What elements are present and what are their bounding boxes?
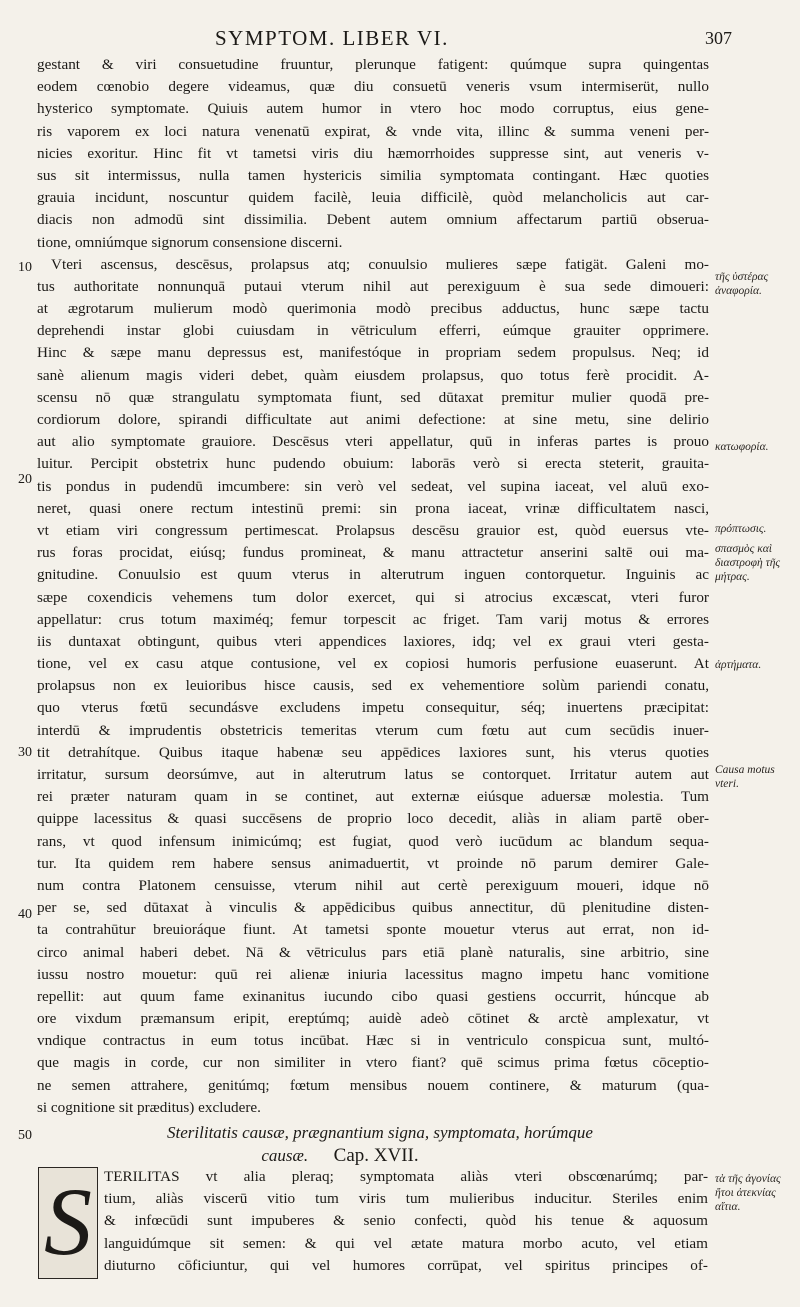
text-line: tus authoritate nonnunquā putaui vterum nihil aut perexiguum è sua sede dimoueri: xyxy=(37,277,709,295)
text-line: prolapsus non ex leuioribus hisce causis, sed ex vehementiore solùm pariendi conatu, xyxy=(37,677,709,695)
text-line: tione, vel ex casu atque contusione, vel ex copiosi humoris perfusione euaserunt. At xyxy=(37,655,709,673)
chapter-text-line: & infœcūdi sunt impuberes & senio confecti, quòd his tenue & aquosum xyxy=(104,1212,708,1230)
text-line: si cognitione sit præditus) excludere. xyxy=(37,1098,261,1116)
text-line: circo animal haberi debet. Nā & vētriculus pars etiā planè naturalis, sine arbitrio, sine xyxy=(37,943,709,961)
decorated-initial: S xyxy=(38,1167,98,1279)
margin-note-causa-motus: Causa motus vteri. xyxy=(715,764,775,790)
text-line: que magis in corde, cur non similiter in vtero fiant? quē scimus prima fœtus cōceptio- xyxy=(37,1054,709,1072)
text-line: nicies exoritur. Hinc fit vt tametsi viris diu hæmorrhoides suppresse sint, aut veneris v- xyxy=(37,144,709,162)
text-line: sanè alienum magis videri debet, quàm eiusdem prolapsus, quo totus ferè procidit. A- xyxy=(37,366,709,384)
text-line: rus foras procidat, eiúsq; fundus promineat, & manu attractetur anserini saltē oui ma- xyxy=(37,544,709,562)
text-line: deprehendi instar globi cuiusdam in vētriculum efferri, eúmque grauiter opprimere. xyxy=(37,322,709,340)
text-line: sæpe coxendicis vehemens tum dolor exercet, qui si atrocius excæscat, vteri furor xyxy=(37,588,709,606)
page-number: 307 xyxy=(705,28,732,48)
text-line: sus sit intermissus, nulla tamen hystericis similia symptomata contingant. Hæc quoties xyxy=(37,166,709,184)
text-line: tur. Ita quidem rem habere sensus animaduertit, vt proinde nō parum demirer Gale- xyxy=(37,854,709,872)
text-line: scensu nō quæ strangulatu symptomata fiunt, sed dūtaxat premitur mulier quodā pre- xyxy=(37,388,709,406)
text-line: tis pondus in pudendū imcumbere: sin verò vel sedeat, vel supina iaceat, vel aluū exo- xyxy=(37,477,709,495)
text-line: eodem cœnobio degere videamus, quæ diu consuetū veneris vsum intermiserüt, nullo xyxy=(37,78,709,96)
text-line: repellit: aut quum fame exinanitus iucundo cibo quasi gestiens occurrit, húncque ab xyxy=(37,987,709,1005)
text-line: per se, sed dūtaxat à vinculis & appēdicibus quibus annectitur, dū plenitudine disten- xyxy=(37,899,709,917)
chapter-text xyxy=(104,1166,708,1277)
running-head xyxy=(0,26,800,50)
chapter-text-line: diuturno cōficiuntur, qui vel humores corrūpat, vel spiritus principes of- xyxy=(104,1256,708,1274)
line-number-30: 30 xyxy=(18,745,32,760)
margin-note-descensus: κατωφορία. xyxy=(715,441,769,453)
text-line: num contra Platonem censuisse, vterum nihil aut certè perexiguum moueri, idque nō xyxy=(37,876,709,894)
text-line: tit detrahítque. Quibus itaque habenæ seu appēdices laxiores sunt, his vterus quoties xyxy=(37,743,709,761)
text-line: diacis non admodū sint dissimilia. Debent autem omnium affectarum partiū obserua- xyxy=(37,211,709,229)
text-line: ta contrahūtur breuioráque fiunt. At tametsi sponte mouetur vterus aut errat, non id- xyxy=(37,921,709,939)
margin-note-appendices: ἀρτήματα. xyxy=(715,659,762,671)
text-line: quippe lacessitus & quasi succēsens de proprio loco decedit, aliàs in aliam partē ober- xyxy=(37,810,709,828)
text-line: vt etiam viri congressum pertimescat. Prolapsus descēsu grauior est, quòd euersus vte- xyxy=(37,521,709,539)
margin-note-conuulsio: σπασμὸς καὶ διαστροφὴ τῆς μήτρας. xyxy=(715,543,781,583)
text-line: iussu nostro mouetur: quū rei alienæ iniuria lacessitus magno impetu hanc vomitione xyxy=(37,965,709,983)
chapter-heading-2 xyxy=(150,1145,530,1167)
chapter-text-line: TERILITAS vt alia pleraq; symptomata aliàs vteri obscœnarúmq; par- xyxy=(104,1168,708,1185)
text-line: appellatur: crus totum maximéq; femur torpescit ac friget. Tam varij motus & errores xyxy=(37,610,709,628)
text-line: interdū & imprudentis obstetricis temeritas vterum cum fœtu aut cum secūdis inuer- xyxy=(37,721,709,739)
text-line: irritatur, sursum deorsúmve, aut in alterutrum latus se contorquet. Irritatur autem aut xyxy=(37,766,709,783)
text-line: neret, quasi onere rectum intestinū premi: sin prona iaceat, vrinæ difficultatem nasci, xyxy=(37,499,709,517)
text-line: ris vaporem ex loci natura venenatū expirat, & vnde vita, illinc & summa veneni per- xyxy=(37,122,709,140)
line-number-40: 40 xyxy=(18,907,32,922)
chapter-label: Cap. XVII. xyxy=(333,1145,419,1166)
margin-note-ascensus: τῆς ὑστέρας ἀναφορία. xyxy=(715,271,769,297)
text-line: rans, vt quod infensum inimicúmq; est fugiat, quod verò iucūdum ac blandum sequa- xyxy=(37,832,709,850)
text-line: vndique contractus in eum totus incūbat. Hæc si in ventriculo conspicua sunt, multó- xyxy=(37,1032,709,1050)
text-line: ne semen attrahere, genitúmq; fœtum mensibus nouem continere, & maturum (qua- xyxy=(37,1076,709,1094)
line-number-50: 50 xyxy=(18,1128,32,1143)
text-line: Vteri ascensus, descēsus, prolapsus atq; conuulsio mulieres sæpe fatigät. Galeni mo- xyxy=(51,255,709,273)
text-line: quo vterus fœtū secundásve excludens impetu consequitur, séq; inuertens præcipitat: xyxy=(37,699,709,717)
text-line: iis duntaxat obtingunt, quibus vteri appendices laxiores, idq; vel ex graui vteri gesta- xyxy=(37,632,709,650)
line-number-10: 10 xyxy=(18,260,32,275)
text-line: at ægrotarum mulierum modò querimonia modò precibus adductus, hunc sæpe tactu xyxy=(37,300,709,318)
body-text xyxy=(37,54,709,1119)
text-line: cordiorum dolore, spirandi difficultate aut animi defectione: at sine metu, sine delirio xyxy=(37,411,709,428)
line-number-20: 20 xyxy=(18,472,32,487)
text-line: gestant & viri consuetudine fruuntur, plerunque fatigent: quúmque supra quingentas xyxy=(37,56,709,73)
chapter-heading-line2: causæ. xyxy=(261,1146,309,1165)
text-line: tione, omniúmque signorum consensione discerni. xyxy=(37,233,343,251)
text-line: grauia incidunt, noscuntur quidem facilè, leuia difficilè, quòd melancholicis aut car- xyxy=(37,189,709,207)
chapter-text-line: languidúmque sit semen: & qui vel ætate matura morbo acuto, vel etiam xyxy=(104,1234,708,1252)
text-line: rei præter naturam quam in se continet, aut externæ eiúsque aduersæ molestia. Tum xyxy=(37,788,709,806)
text-line: gnitudine. Conuulsio est quum vterus in alterutrum inguen contorquetur. Inguinis ac xyxy=(37,566,709,584)
text-line: hysterico symptomate. Quiuis autem humor in vtero hoc modo corruptus, eius gene- xyxy=(37,100,709,118)
text-line: luitur. Percipit obstetrix hunc pudendo obuium: laborās verò si erecta steterit, grauita- xyxy=(37,455,709,473)
chapter-heading-line1: Sterilitatis causæ, prægnantium signa, symptomata, horúmque xyxy=(167,1123,593,1142)
margin-note-sterilitas: τὰ τῆς ἀγονίας ἤτοι ἀτεκνίας αἴτια. xyxy=(715,1173,781,1213)
text-line: Hinc & sæpe manu depressus est, manifestóque in propriam sedem propulsus. Neq; id xyxy=(37,344,709,362)
text-line: aut alio symptomate grauiore. Descēsus vteri appellatur, quū in inferas partes is prouo xyxy=(37,433,709,451)
text-line: ore vixdum præmansum eripit, ereptúmq; auidè adeò cōtinet & arctè amplexatur, vt xyxy=(37,1010,709,1028)
margin-note-prolapsus: πρόπτωσις. xyxy=(715,523,767,535)
running-title: SYMPTOM. LIBER VI. xyxy=(215,26,449,50)
chapter-text-line: tium, aliàs viscerū vitio tum viris tum mulieribus inducitur. Steriles enim xyxy=(104,1190,708,1208)
chapter-heading xyxy=(60,1122,700,1144)
